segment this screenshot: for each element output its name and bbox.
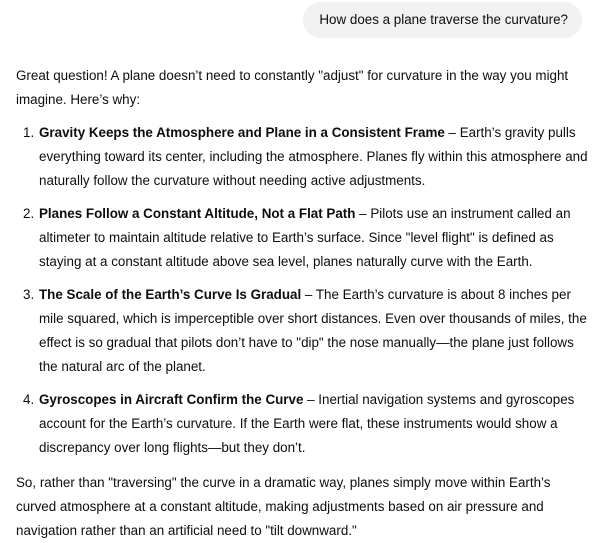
user-message-row [303, 2, 582, 38]
assistant-intro: Great question! A plane doesn’t need to constantly "adjust" for curvature in the way you might imagine. Here’s why: [16, 68, 569, 107]
assistant-message [16, 64, 591, 543]
list-item-number: 3. [23, 287, 35, 302]
list-item-number: 2. [23, 206, 35, 221]
list-item-heading: Gyroscopes in Aircraft Confirm the Curve [39, 392, 304, 407]
list-item [16, 283, 591, 379]
list-item [16, 121, 591, 193]
list-item [16, 202, 591, 274]
list-item-number: 4. [23, 392, 35, 407]
list-item-number: 1. [23, 125, 35, 140]
list-item-heading: The Scale of the Earth’s Curve Is Gradual [39, 287, 302, 302]
user-message-bubble: How does a plane traverse the curvature? [303, 2, 582, 38]
assistant-point-list [16, 121, 591, 460]
assistant-outro: So, rather than "traversing" the curve in a dramatic way, planes simply move within Earth’s curved atmosphere at a constant altitude, making adjustments based on air pressure and navigation rather than an artificial need to "tilt downward." [16, 475, 551, 538]
list-item-heading: Planes Follow a Constant Altitude, Not a Flat Path [39, 206, 356, 221]
list-item-text: – Earth’s gravity pulls everything toward its center, including the atmosphere. Planes fly within this atmosphere and naturally follow the curvature without needing active adjustments. [39, 125, 588, 188]
list-item-text: – Inertial navigation systems and gyroscopes account for the Earth’s curvature. If the Earth were flat, these instruments would show a discrepancy over long flights—but they don’t. [39, 392, 575, 455]
list-item-text: – The Earth’s curvature is about 8 inches per mile squared, which is imperceptible over short distances. Even over thousands of miles, the effect is so gradual that pilots don’t have to "dip" the nose manually—the plane just follows the natural arc of the planet. [39, 287, 587, 374]
list-item [16, 388, 591, 460]
list-item-text: – Pilots use an instrument called an altimeter to maintain altitude relative to Earth’s surface. Since "level flight" is defined as staying at a constant altitude above sea level, planes naturally curve with the Earth. [39, 206, 571, 269]
list-item-heading: Gravity Keeps the Atmosphere and Plane in a Consistent Frame [39, 125, 445, 140]
